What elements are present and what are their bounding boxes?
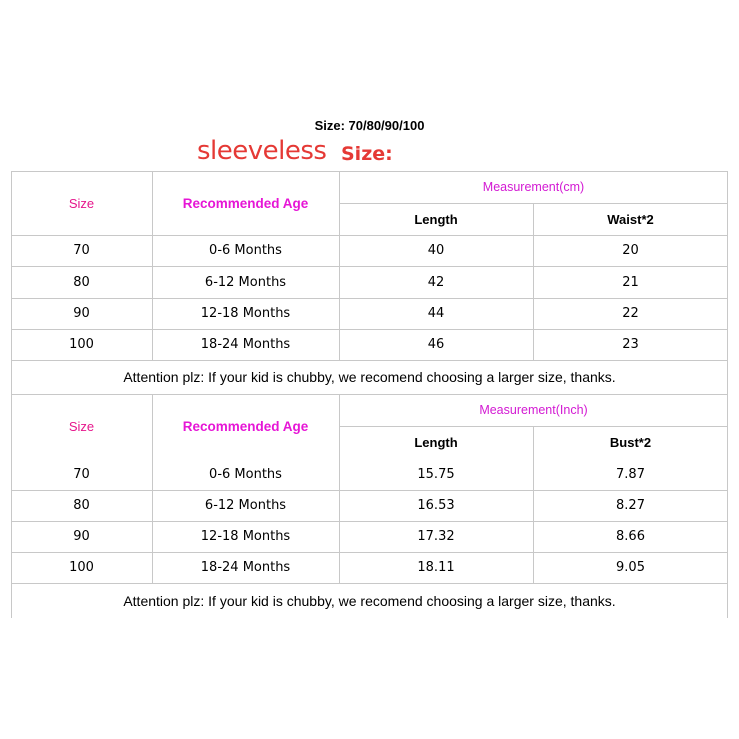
size-table-cm xyxy=(11,171,728,394)
table-cell-size: 90 xyxy=(73,529,90,544)
length-header: Length xyxy=(414,434,458,450)
length-header: Length xyxy=(414,211,458,227)
table-cell-waist: 21 xyxy=(622,274,639,290)
table-cell-length: 15.75 xyxy=(417,466,455,482)
style-title: sleeveless xyxy=(197,136,327,166)
table-cell-length: 46 xyxy=(427,337,445,352)
table-cell-size: 100 xyxy=(69,560,94,575)
age-header: Recommended Age xyxy=(182,195,309,211)
measurement-header: Measurement(Inch) xyxy=(479,403,588,417)
table-cell-waist: 20 xyxy=(622,243,639,258)
table-cell-length: 17.32 xyxy=(417,529,455,544)
table-cell-length: 40 xyxy=(427,243,445,258)
table-cell-length: 16.53 xyxy=(417,498,455,513)
table-cell-size: 80 xyxy=(73,498,90,513)
table-cell-age: 0-6 Months xyxy=(209,243,282,258)
table-cell-size: 80 xyxy=(73,274,90,290)
table-cell-age: 18-24 Months xyxy=(200,560,291,575)
table-cell-age: 12-18 Months xyxy=(200,306,291,321)
table-cell-age: 6-12 Months xyxy=(204,274,287,290)
table-cell-size: 100 xyxy=(69,337,94,352)
waist-header: Waist*2 xyxy=(607,211,654,227)
size-title: Size: xyxy=(341,143,393,165)
size-header: Size xyxy=(68,195,95,211)
measurement-header: Measurement(cm) xyxy=(482,180,585,194)
table-cell-age: 12-18 Months xyxy=(200,529,291,544)
table-cell-size: 70 xyxy=(73,243,90,258)
attention-note: Attention plz: If your kid is chubby, we recomend choosing a larger size, thanks. xyxy=(123,369,616,385)
bust-header: Bust*2 xyxy=(609,434,652,450)
table-cell-age: 6-12 Months xyxy=(204,498,287,513)
table-cell-waist: 22 xyxy=(622,306,639,321)
table-cell-age: 18-24 Months xyxy=(200,337,291,352)
table-cell-bust: 7.87 xyxy=(616,466,645,482)
size-line xyxy=(0,118,739,133)
age-header: Recommended Age xyxy=(182,418,309,434)
table-cell-age: 0-6 Months xyxy=(209,466,282,482)
table-cell-waist: 23 xyxy=(622,337,639,352)
table-cell-bust: 8.27 xyxy=(616,498,645,513)
table-cell-length: 44 xyxy=(427,306,445,321)
table-cell-size: 70 xyxy=(73,466,90,482)
size-header: Size xyxy=(68,418,95,434)
table-cell-length: 42 xyxy=(427,274,445,290)
size-table-inch xyxy=(11,394,728,618)
table-cell-size: 90 xyxy=(73,306,90,321)
table-cell-length: 18.11 xyxy=(417,560,455,575)
table-cell-bust: 9.05 xyxy=(616,560,645,575)
attention-note: Attention plz: If your kid is chubby, we recomend choosing a larger size, thanks. xyxy=(123,592,616,609)
table-cell-bust: 8.66 xyxy=(616,529,645,544)
size-line-text: Size: 70/80/90/100 xyxy=(314,118,425,133)
